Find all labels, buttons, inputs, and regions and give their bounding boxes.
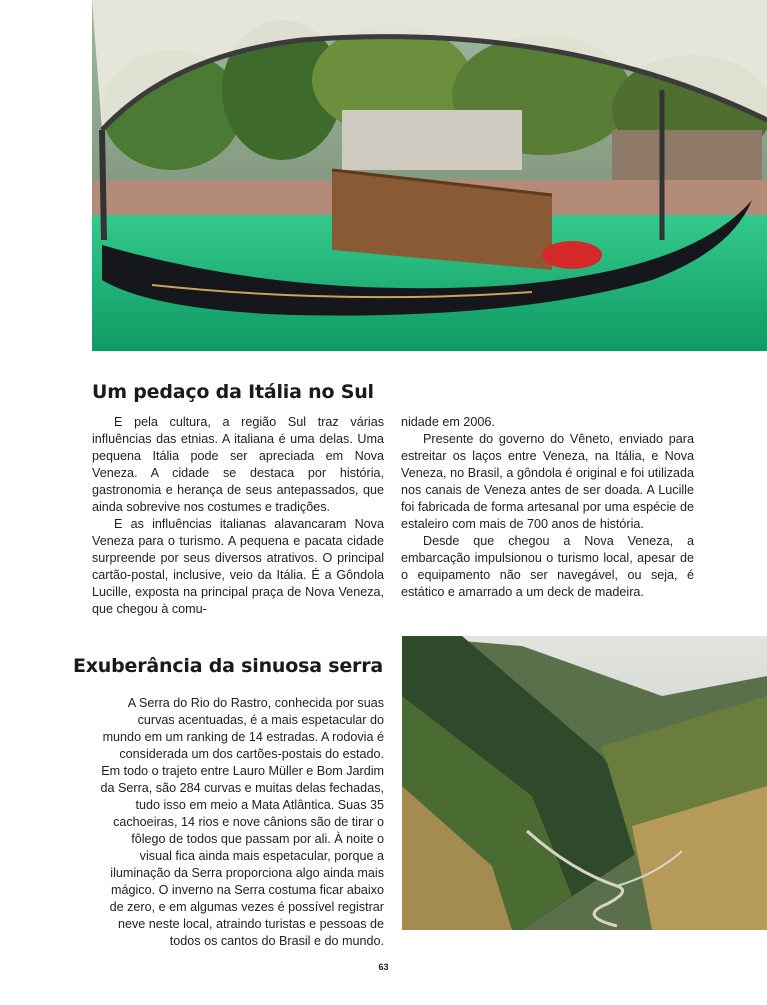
serra-photo (402, 636, 767, 930)
section-title-serra: Exuberância da sinuosa serra (72, 655, 383, 677)
page-number: 63 (378, 962, 389, 972)
article-column-right (401, 414, 694, 601)
section-title-italia: Um pedaço da Itália no Sul (92, 381, 374, 403)
paragraph: Desde que chegou a Nova Veneza, a embarcação impulsionou o turismo local, apesar de o equipamento não ser navegável, ou seja, é estático e amarrado a um deck de madeira. (401, 534, 694, 599)
paragraph: A Serra do Rio do Rastro, conhecida por suas curvas acentuadas, é a mais espetacular do mundo em um ranking de 14 estradas. A rodovia é considerada um dos cartões-postais do estado. Em todo o trajeto entre Lauro Müller e Bom Jardim da Serra, são 284 curvas e muitas delas fechadas, tudo isso em meio a Mata Atlântica. Suas 35 cachoeiras, 14 rios e nove cânions são de tirar o fôlego de todos que passam por ali. À noite o visual fica ainda mais espetacular, porque a iluminação da Serra proporciona algo ainda mais mágico. O inverno na Serra costuma ficar abaixo de zero, e em algumas vezes é possível registrar neve neste local, atraindo turistas e pessoas de todos os cantos do Brasil e do mundo. (100, 696, 384, 948)
paragraph: E as influências italianas alavancaram Nova Veneza para o turismo. A pequena e pacata cidade surpreende por seus diversos atrativos. O principal cartão-postal, inclusive, veio da Itália. É a Gôndola Lucille, exposta na principal praça de Nova Veneza, que chegou à comu- (92, 517, 384, 616)
paragraph: Presente do governo do Vêneto, enviado para estreitar os laços entre Veneza, na Itália, e Nova Veneza, no Brasil, a gôndola é original e foi utilizada nos canais de Veneza antes de ser doada. A Lucille foi fabricada de forma artesanal por uma espécie de estaleiro com mais de 700 anos de história. (401, 432, 694, 531)
article-column-left (92, 414, 384, 618)
paragraph: E pela cultura, a região Sul traz várias influências das etnias. A italiana é uma delas. Uma pequena Itália pode ser apreciada em Nova Veneza. A cidade se destaca por história, gastronomia e herança de seus antepassados, que ainda sobrevive nos costumes e tradições. (92, 415, 384, 514)
article-column-serra (100, 695, 384, 950)
paragraph: nidade em 2006. (401, 415, 495, 429)
gondola-photo (92, 0, 767, 351)
